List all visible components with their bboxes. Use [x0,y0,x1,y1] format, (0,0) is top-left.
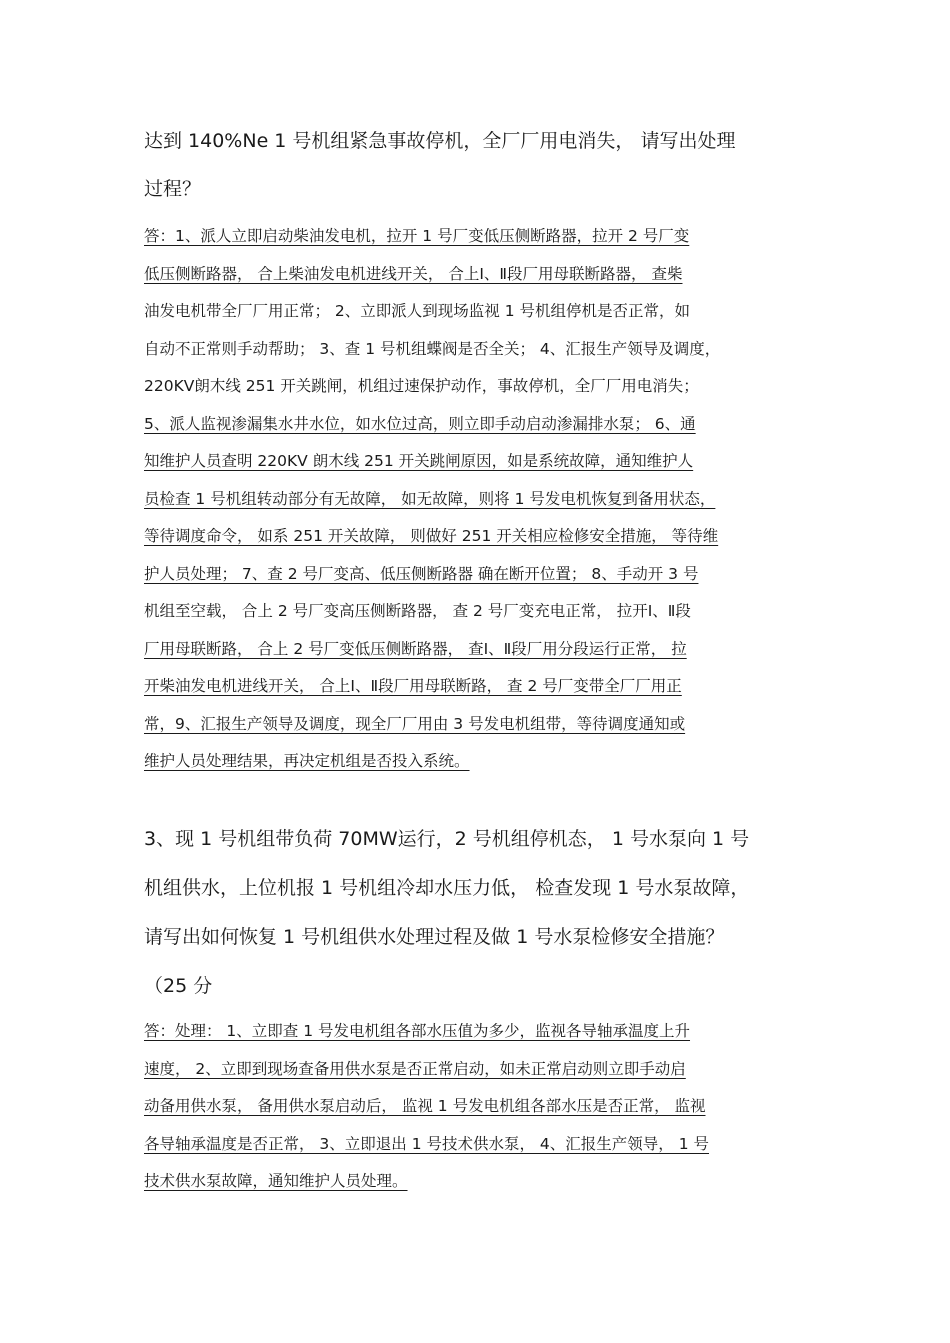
answer-2-line: 厂用母联断路， 合上 2 号厂变低压侧断路器， 查Ⅰ、Ⅱ段厂用分段运行正常， 拉 [144,639,687,658]
answer-2-line: 常，9、汇报生产领导及调度，现全厂厂用由 3 号发电机组带，等待调度通知或 [144,714,686,733]
answer-2-line: 员检查 1 号机组转动部分有无故障， 如无故障，则将 1 号发电机恢复到备用状态， [144,489,716,508]
answer-2-line: 护人员处理； 7、查 2 号厂变高、低压侧断路器 确在断开位置； 8、手动开 3 号 [144,564,699,583]
answer-2-line: 油发电机带全厂厂用正常； 2、立即派人到现场监视 1 号机组停机是否正常，如 [144,302,691,320]
question-3-line: 机组供水，上位机报 1 号机组冷却水压力低， 检查发现 1 号水泵故障， [144,877,750,899]
question-3-line: （25 分 [144,975,213,997]
answer-3-line: 技术供水泵故障，通知维护人员处理。 [144,1172,408,1190]
question-3-line: 3、现 1 号机组带负荷 70MW运行，2 号机组停机态， 1 号水泵向 1 号 [144,828,750,850]
answer-2-line: 开柴油发电机进线开关， 合上Ⅰ、Ⅱ段厂用母联断路， 查 2 号厂变带全厂厂用正 [144,677,682,695]
question-2 [144,117,814,213]
question-3-line: 请写出如何恢复 1 号机组供水处理过程及做 1 号水泵检修安全措施？ [144,926,725,948]
question-2-line: 达到 140%Nе 1 号机组紧急事故停机，全厂厂用电消失， 请写出处理 [144,130,736,152]
answer-3-line: 各导轴承温度是否正常， 3、立即退出 1 号技术供水泵， 4、汇报生产领导， 1 号 [144,1134,710,1153]
answer-3-line: 答：处理： 1、立即查 1 号发电机组各部水压值为多少，监视各导轴承温度上升 [144,1022,691,1040]
question-2-line: 过程？ [144,178,202,200]
answer-2-line: 知维护人员查明 220KV 朗木线 251 开关跳闸原因，如是系统故障，通知维护人 [144,452,694,470]
answer-2-line: 低压侧断路器， 合上柴油发电机进线开关， 合上Ⅰ、Ⅱ段厂用母联断路器， 查柴 [144,264,683,283]
answer-3-line: 动备用供水泵， 备用供水泵启动后， 监视 1 号发电机组各部水压是否正常， 监视 [144,1097,706,1115]
answer-2-line: 5、派人监视渗漏集水井水位，如水位过高，则立即手动启动渗漏排水泵； 6、通 [144,414,696,433]
answer-3-line: 速度， 2、立即到现场查备用供水泵是否正常启动，如未正常启动则立即手动启 [144,1059,686,1078]
question-3 [144,815,814,1011]
answer-2 [144,218,814,781]
answer-2-line: 维护人员处理结果，再决定机组是否投入系统。 [144,752,470,770]
answer-2-line: 答：1、派人立即启动柴油发电机，拉开 1 号厂变低压侧断路器，拉开 2 号厂变 [144,227,690,245]
answer-2-line: 220KV朗木线 251 开关跳闸，机组过速保护动作，事故停机，全厂厂用电消失； [144,377,699,395]
answer-3 [144,1013,814,1201]
answer-2-line: 自动不正常则手动帮助； 3、查 1 号机组蝶阀是否全关； 4、汇报生产领导及调度， [144,339,721,358]
answer-2-line: 等待调度命令， 如系 251 开关故障， 则做好 251 开关相应检修安全措施， 等待维 [144,527,719,545]
answer-2-line: 机组至空载， 合上 2 号厂变高压侧断路器， 查 2 号厂变充电正常， 拉开Ⅰ、Ⅱ段 [144,602,691,620]
